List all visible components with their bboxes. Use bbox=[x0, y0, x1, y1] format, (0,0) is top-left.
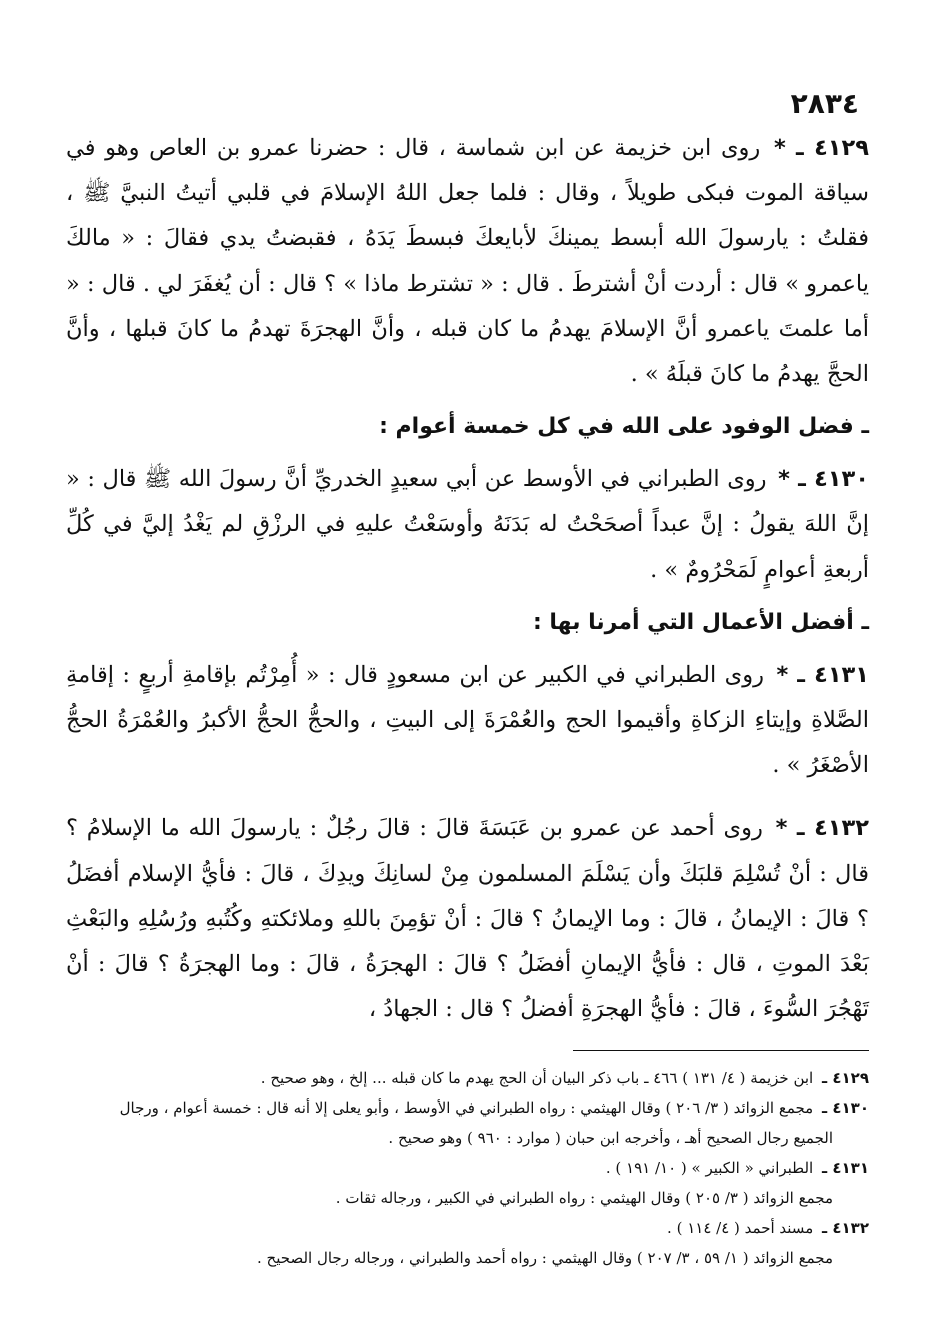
footnote-number: ٤١٣٢ ـ bbox=[822, 1219, 869, 1238]
footnote bbox=[66, 1093, 869, 1123]
hadith-4129 bbox=[66, 126, 869, 397]
footnote bbox=[66, 1123, 869, 1153]
footnote-text: الطبراني « الكبير » ( ١٠/ ١٩١ ) . bbox=[605, 1159, 814, 1178]
hadith-number: ٤١٢٩ ـ * bbox=[773, 135, 870, 161]
hadith-number: ٤١٣٠ ـ * bbox=[778, 466, 870, 493]
section-heading-best-deeds: ـ أفضل الأعمال التي أمرنا بها : bbox=[532, 609, 869, 635]
hadith-text: روى الطبراني في الأوسط عن أبي سعيدٍ الخدريِّ أنَّ رسولَ الله ﷺ قال : « إنَّ اللهَ يقولُ : إنَّ عبداً أصحَحْتُ له بَدَنَهُ وأوسَعْتُ عليهِ في الرزْقِ لم يَغْدُ إليَّ في كُلِّ أربعةِ أعوامٍ لَمَحْرُومٌ » . bbox=[66, 466, 869, 583]
footnote bbox=[66, 1063, 869, 1093]
section-heading-delegation: ـ فضل الوفود على الله في كل خمسة أعوام : bbox=[379, 414, 869, 440]
footnote-divider bbox=[573, 1050, 869, 1051]
footnote bbox=[66, 1243, 869, 1273]
footnote-number: ٤١٣١ ـ bbox=[822, 1159, 869, 1178]
footnote-text: مجمع الزوائد ( ٣/ ٢٠٦ ) وقال الهيثمي : رواه الطبراني في الأوسط ، وأبو يعلى إلا أنه قال : خمسة أعوام ، ورجال bbox=[119, 1099, 814, 1118]
footnote-text: مجمع الزوائد ( ١/ ٥٩ ، ٣/ ٢٠٧ ) وقال الهيثمي : رواه أحمد والطبراني ، ورجاله رجال الصحيح . bbox=[257, 1249, 833, 1268]
footnote bbox=[66, 1153, 869, 1183]
hadith-4132 bbox=[66, 806, 869, 1032]
hadith-number: ٤١٣٢ ـ * bbox=[775, 815, 870, 842]
footnote-number: ٤١٣٠ ـ bbox=[822, 1099, 869, 1118]
hadith-4131 bbox=[66, 653, 869, 789]
hadith-text: روى الطبراني في الكبير عن ابن مسعودٍ قال : « أُمِرْتُم بإقامةِ أربعٍ : إقامةِ الصَّلاةِ وإيتاءِ الزكاةِ وأقيموا الحج والعُمْرَةَ إلى البيتِ ، والحجُّ الحجُّ الأكبرُ والعُمْرَةُ الحجُّ الأصْغَرُ » . bbox=[66, 661, 869, 779]
footnote-text: مسند أحمد ( ٤/ ١١٤ ) . bbox=[667, 1219, 814, 1238]
hadith-4130 bbox=[66, 457, 869, 593]
hadith-text: روى أحمد عن عمرو بن عَبَسَةَ قالَ : قالَ رجُلٌ : يارسولَ الله ما الإسلامُ ؟ قال : أنْ تُسْلِمَ قلبَكَ وأن يَسْلَمَ المسلمون مِنْ لسانِكَ ويدِكَ ، قالَ : فأيُّ الإسلام أفضَلُ ؟ قالَ : الإيمانُ ، قالَ : وما الإيمانُ ؟ قالَ : أنْ تؤمِنَ باللهِ وملائكتهِ وكُتُبهِ ورُسُلِهِ والبَعْثِ بَعْدَ الموتِ ، قال : فأيُّ الإيمانِ أفضَلُ ؟ قالَ : الهجرَةُ ، قالَ : وما الهجرَةُ ؟ قالَ : أنْ تَهْجُرَ السُّوءَ ، قالَ : فأيُّ الهجرَةِ أفضلُ ؟ قال : الجهادُ ، bbox=[66, 815, 869, 1023]
hadith-number: ٤١٣١ ـ * bbox=[776, 661, 870, 688]
footnote-text: مجمع الزوائد ( ٣/ ٢٠٥ ) وقال الهيثمي : رواه الطبراني في الكبير ، ورجاله ثقات . bbox=[335, 1189, 833, 1208]
footnotes bbox=[66, 1063, 869, 1273]
hadith-text: روى ابن خزيمة عن ابن شماسة ، قال : حضرنا عمرو بن العاص وهو في سياقة الموت فبكى طويلاً ، وقال : فلما جعل اللهُ الإسلامَ في قلبي أتيتُ النبيَّ ﷺ ، فقلتُ : يارسولَ الله أبسط يمينكَ لأبايعكَ فبسطَ يَدَهُ ، فقبضتُ يدي فقالَ : « مالكَ ياعمرو » قال : أردت أنْ أشترطَ . قال : « تشترط ماذا » ؟ قال : أن يُغفَرَ لي . قال : « أما علمتَ ياعمرو أنَّ الإسلامَ يهدمُ ما كان قبله ، وأنَّ الهجرَةَ تهدمُ ما كانَ قبلها ، وأنَّ الحجَّ يهدمُ ما كانَ قبلَهُ » . bbox=[66, 135, 869, 388]
footnote-number: ٤١٢٩ ـ bbox=[822, 1069, 869, 1088]
page-number: ٢٨٣٤ bbox=[790, 87, 859, 120]
footnote-text: ابن خزيمة ( ٤/ ١٣١ ) ٤٦٦ ـ باب ذكر البيان أن الحج يهدم ما كان قبله ... إلخ ، وهو صحيح . bbox=[260, 1069, 814, 1088]
footnote bbox=[66, 1183, 869, 1213]
footnote bbox=[66, 1213, 869, 1243]
footnote-text: الجميع رجال الصحيح أهـ ، وأخرجه ابن حبان ( موارد : ٩٦٠ ) وهو صحيح . bbox=[388, 1129, 833, 1148]
